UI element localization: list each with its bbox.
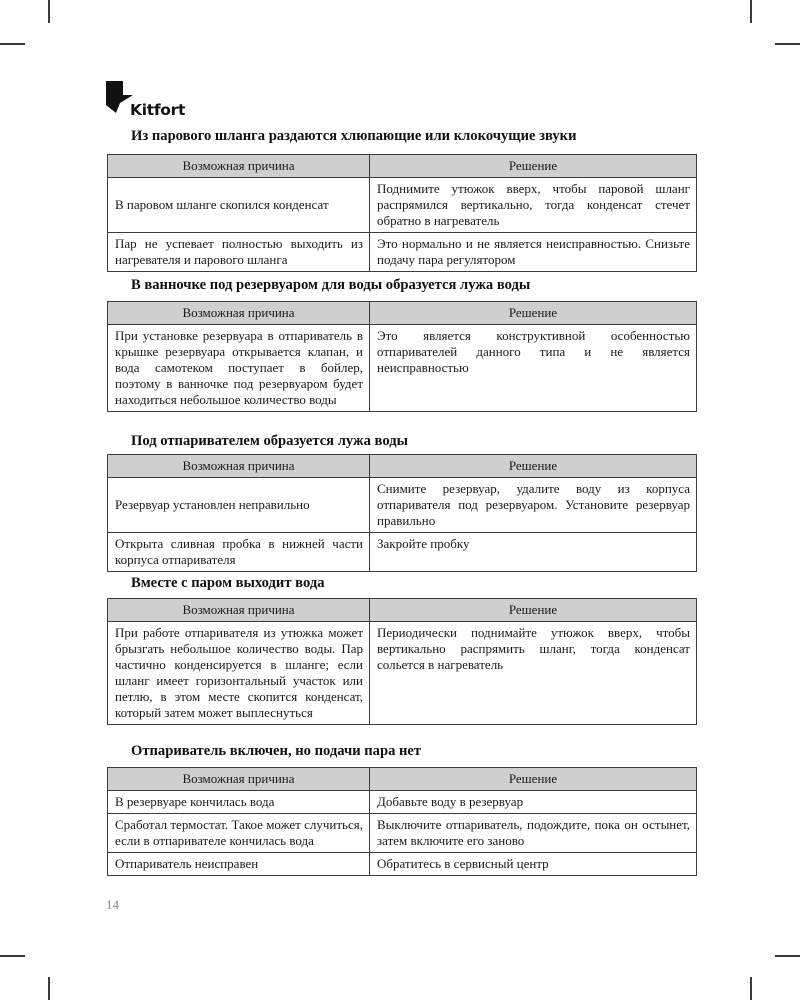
table-row	[108, 791, 697, 814]
table-row	[108, 853, 697, 876]
troubleshooting-table	[107, 301, 697, 412]
table-header-row	[108, 302, 697, 325]
table-row	[108, 178, 697, 233]
troubleshooting-table	[107, 767, 697, 876]
column-header-solution: Решение	[370, 599, 697, 622]
crop-mark	[48, 977, 50, 1000]
column-header-solution: Решение	[370, 455, 697, 478]
troubleshooting-table	[107, 598, 697, 725]
column-header-cause: Возможная причина	[108, 455, 370, 478]
table-row	[108, 533, 697, 572]
table-row	[108, 622, 697, 725]
crop-mark	[750, 977, 752, 1000]
table-row	[108, 233, 697, 272]
crop-mark	[750, 0, 752, 23]
table-header-row	[108, 455, 697, 478]
crop-mark	[775, 955, 800, 957]
cause-cell: Пар не успевает полностью выходить из нагревателя и парового шланга	[108, 233, 370, 272]
troubleshooting-table	[107, 454, 697, 572]
section-title: Под отпаривателем образуется лужа воды	[131, 433, 408, 449]
table-row	[108, 478, 697, 533]
cause-cell: Резервуар установлен неправильно	[108, 478, 370, 533]
solution-cell: Снимите резервуар, удалите воду из корпуса отпаривателя под резервуаром. Установите резервуар правильно	[370, 478, 697, 533]
column-header-solution: Решение	[370, 768, 697, 791]
solution-cell: Это является конструктивной особенностью отпаривателей данного типа и не является неисправностью	[370, 325, 697, 412]
table-header-row	[108, 768, 697, 791]
table-row	[108, 325, 697, 412]
cause-cell: При работе отпаривателя из утюжка может брызгать небольшое количество воды. Пар частично конденсируется в шланге; если шланг имеет горизонтальный участок или петлю, в этом месте скопится конденсат, который затем может выплеснуться	[108, 622, 370, 725]
crop-mark	[48, 0, 50, 23]
solution-cell: Это нормально и не является неисправностью. Снизьте подачу пара регулятором	[370, 233, 697, 272]
column-header-cause: Возможная причина	[108, 302, 370, 325]
table-row	[108, 814, 697, 853]
solution-cell: Добавьте воду в резервуар	[370, 791, 697, 814]
cause-cell: В паровом шланге скопился конденсат	[108, 178, 370, 233]
solution-cell: Закройте пробку	[370, 533, 697, 572]
section-title: В ванночке под резервуаром для воды образуется лужа воды	[131, 277, 531, 293]
cause-cell: Открыта сливная пробка в нижней части корпуса отпаривателя	[108, 533, 370, 572]
crop-mark	[0, 955, 25, 957]
section-title: Из парового шланга раздаются хлюпающие или клокочущие звуки	[131, 128, 577, 144]
table-header-row	[108, 155, 697, 178]
crop-mark	[0, 43, 25, 45]
solution-cell: Обратитесь в сервисный центр	[370, 853, 697, 876]
column-header-cause: Возможная причина	[108, 599, 370, 622]
solution-cell: Периодически поднимайте утюжок вверх, чтобы вертикально распрямить шланг, тогда конденсат сольется в нагреватель	[370, 622, 697, 725]
solution-cell: Выключите отпариватель, подождите, пока он остынет, затем включите его заново	[370, 814, 697, 853]
section-title: Вместе с паром выходит вода	[131, 575, 325, 591]
crop-mark	[775, 43, 800, 45]
brand-name: Kitfort	[130, 101, 186, 119]
column-header-solution: Решение	[370, 155, 697, 178]
page-number: 14	[106, 897, 119, 912]
cause-cell: Отпариватель неисправен	[108, 853, 370, 876]
column-header-cause: Возможная причина	[108, 155, 370, 178]
column-header-cause: Возможная причина	[108, 768, 370, 791]
cause-cell: При установке резервуара в отпариватель в крышке резервуара открывается клапан, и вода самотеком поступает в бойлер, поэтому в ванночке под резервуаром будет находиться небольшое количество воды	[108, 325, 370, 412]
cause-cell: Сработал термостат. Такое может случиться, если в отпаривателе кончилась вода	[108, 814, 370, 853]
solution-cell: Поднимите утюжок вверх, чтобы паровой шланг распрямился вертикально, тогда конденсат стечет обратно в нагреватель	[370, 178, 697, 233]
table-header-row	[108, 599, 697, 622]
column-header-solution: Решение	[370, 302, 697, 325]
section-title: Отпариватель включен, но подачи пара нет	[131, 743, 422, 759]
cause-cell: В резервуаре кончилась вода	[108, 791, 370, 814]
troubleshooting-table	[107, 154, 697, 272]
